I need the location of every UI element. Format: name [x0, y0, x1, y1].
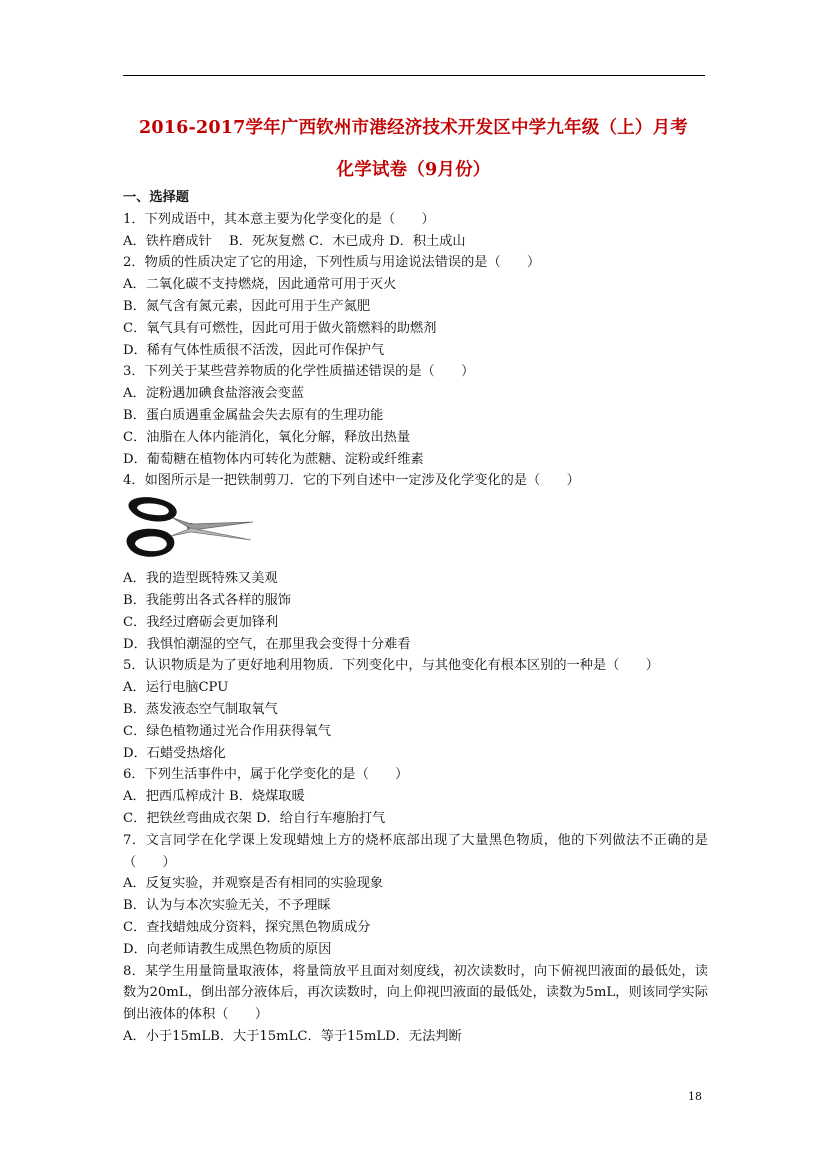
q6-options-cd: C．把铁丝弯曲成衣架 D．给自行车瘪胎打气 — [123, 810, 386, 826]
section-heading: 一、选择题 — [123, 190, 189, 205]
q6-stem: 6．下列生活事件中，属于化学变化的是（ ） — [123, 767, 409, 783]
q7-option-d: D．向老师请教生成黑色物质的原因 — [123, 941, 332, 957]
exam-title-line1: 2016-2017学年广西钦州市港经济技术开发区中学九年级（上）月考 — [139, 118, 688, 138]
page-number: 18 — [688, 1090, 702, 1103]
q5-stem: 5．认识物质是为了更好地利用物质．下列变化中，与其他变化有根本区别的一种是（ ） — [123, 658, 659, 674]
q5-option-b: B．蒸发液态空气制取氧气 — [123, 701, 278, 717]
q7-option-a: A．反复实验，并观察是否有相同的实验现象 — [123, 876, 384, 892]
q7-option-c: C．查找蜡烛成分资料，探究黑色物质成分 — [123, 919, 371, 935]
q5-option-d: D．石蜡受热熔化 — [123, 745, 226, 761]
q3-stem: 3．下列关于某些营养物质的化学性质描述错误的是（ ） — [123, 364, 475, 380]
q2-stem: 2．物质的性质决定了它的用途，下列性质与用途说法错误的是（ ） — [123, 255, 541, 271]
q3-option-c: C．油脂在人体内能消化，氧化分解，释放出热量 — [123, 429, 411, 445]
q4-option-c: C．我经过磨砺会更加锋利 — [123, 614, 279, 630]
exam-title-line2: 化学试卷（9月份） — [336, 160, 491, 180]
q3-option-d: D．葡萄糖在植物体内可转化为蔗糖、淀粉或纤维素 — [123, 451, 424, 467]
q5-option-c: C．绿色植物通过光合作用获得氧气 — [123, 723, 331, 739]
q4-option-d: D．我惧怕潮湿的空气，在那里我会变得十分难看 — [123, 636, 411, 652]
q5-option-a: A．运行电脑CPU — [123, 680, 229, 696]
scissors-icon — [123, 494, 708, 566]
q2-option-b: B．氮气含有氮元素，因此可用于生产氮肥 — [123, 298, 371, 314]
q4-option-a: A．我的造型既特殊又美观 — [123, 571, 278, 587]
q1-options: A．铁杵磨成针 B．死灰复燃 C．木已成舟 D．积土成山 — [123, 233, 466, 249]
q7-stem: 7．文言同学在化学课上发现蜡烛上方的烧杯底部出现了大量黑色物质，他的下列做法不正确的是（ ） — [123, 832, 708, 870]
q1-stem: 1．下列成语中，其本意主要为化学变化的是（ ） — [123, 211, 435, 227]
q4-stem: 4．如图所示是一把铁制剪刀．它的下列自述中一定涉及化学变化的是（ ） — [123, 473, 580, 489]
q3-option-b: B．蛋白质遇重金属盐会失去原有的生理功能 — [123, 407, 384, 423]
q3-option-a: A．淀粉遇加碘食盐溶液会变蓝 — [123, 386, 304, 402]
q4-option-b: B．我能剪出各式各样的服饰 — [123, 592, 291, 608]
q6-options-ab: A．把西瓜榨成汁 B．烧煤取暖 — [123, 789, 305, 805]
q2-option-a: A．二氧化碳不支持燃烧，因此通常可用于灭火 — [123, 277, 397, 293]
q7-option-b: B．认为与本次实验无关，不予理睬 — [123, 898, 331, 914]
q2-option-c: C．氧气具有可燃性，因此可用于做火箭燃料的助燃剂 — [123, 320, 437, 336]
q2-option-d: D．稀有气体性质很不活泼，因此可作保护气 — [123, 342, 385, 358]
exam-body — [123, 187, 708, 1048]
q8-options: A．小于15mLB．大于15mLC．等于15mLD．无法判断 — [123, 1028, 462, 1044]
q8-stem: 8．某学生用量筒量取液体，将量筒放平且面对刻度线，初次读数时，向下俯视凹液面的最低处，读数为20mL，倒出部分液体后，再次读数时，向上仰视凹液面的最低处，读数为5mL，则该同学实际倒出液体的体积（ ） — [123, 963, 708, 1023]
header-rule — [123, 75, 705, 76]
